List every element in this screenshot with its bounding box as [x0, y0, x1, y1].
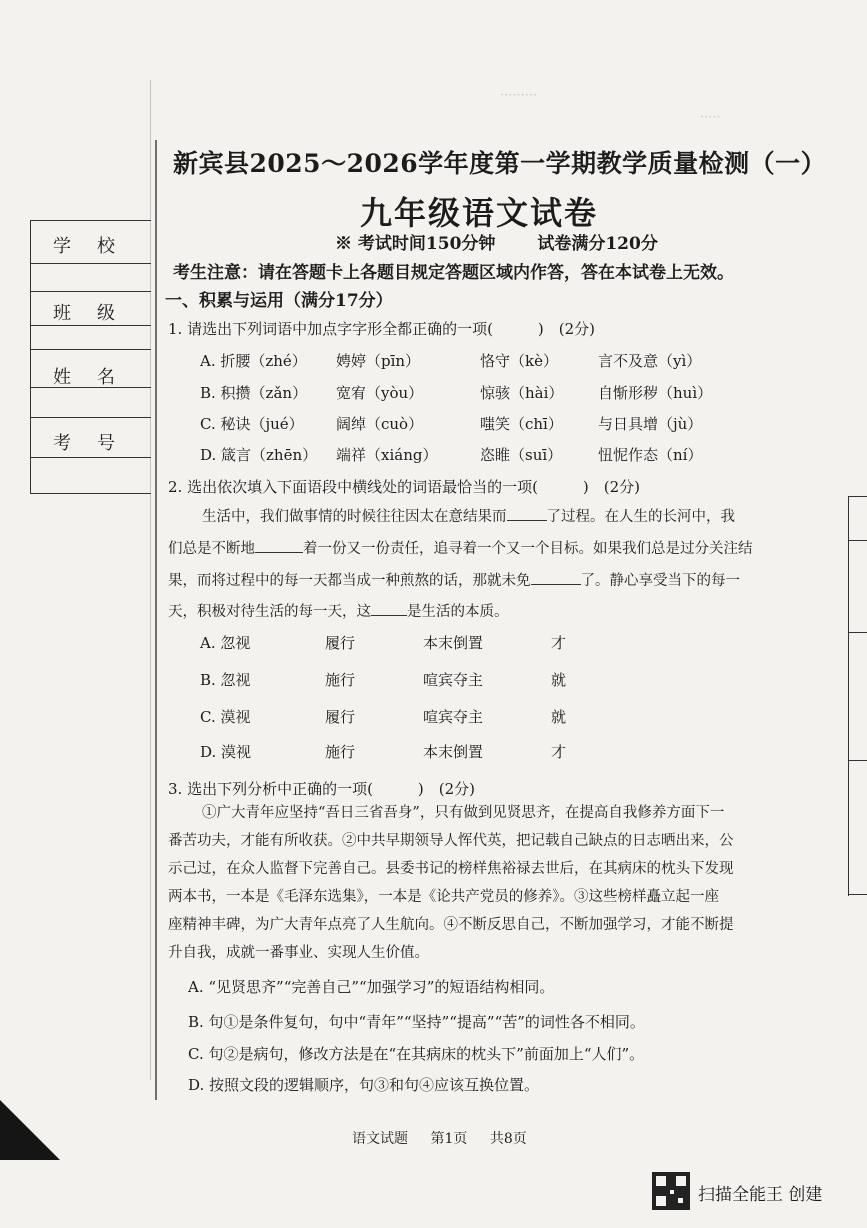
- exam-notice: 考生注意：请在答题卡上各题目规定答题区域内作答，答在本试卷上无效。: [173, 263, 734, 283]
- info-row: [31, 417, 151, 418]
- option-d-1: D. 箴言（zhēn）: [200, 446, 318, 464]
- option-c-3: 喧宾夺主: [423, 708, 484, 726]
- passage-text: 生活中，我们做事情的时候往往因太在意结果而: [202, 509, 507, 525]
- table-line: [849, 760, 867, 761]
- option-d-1: D. 漠视: [200, 743, 252, 761]
- passage-text: 了。静心享受当下的每一: [580, 573, 740, 589]
- option-b-3: 惊骇（hài）: [480, 384, 564, 402]
- option-c: C. 句②是病句，修改方法是在“在其病床的枕头下”前面加上“人们”。: [188, 1045, 645, 1063]
- question-3-stem: 3. 选出下列分析中正确的一项( ) (2分): [168, 780, 476, 798]
- option-d-2: 施行: [325, 743, 356, 761]
- info-row: [31, 291, 151, 292]
- passage-line: 升自我，成就一番事业、实现人生价值。: [168, 945, 429, 961]
- page-footer: [352, 1128, 545, 1148]
- passage-text: 着一份又一份责任，追寻着一个又一个目标。如果我们总是过分关注结: [303, 541, 753, 557]
- table-line: [849, 496, 867, 497]
- passage-line: 番苦功夫，才能有所收获。②中共早期领导人恽代英，把记载自己缺点的日志晒出来，公: [168, 833, 734, 849]
- option-a-4: 言不及意（yì）: [598, 352, 702, 370]
- info-label-id: 考号: [53, 433, 141, 454]
- binding-line: [155, 140, 157, 1100]
- qr-code-icon: [652, 1172, 690, 1210]
- question-2-stem: 2. 选出依次填入下面语段中横线处的词语最恰当的一项( ) (2分): [168, 478, 641, 496]
- bleed-through-text: ·····: [700, 110, 721, 125]
- info-row: [31, 325, 151, 326]
- option-c-3: 嗤笑（chī）: [480, 415, 563, 433]
- exam-subtitle: 九年级语文试卷: [360, 194, 599, 232]
- passage-text: 果，而将过程中的每一天都当成一种煎熬的话，那就未免: [168, 573, 531, 589]
- info-label-name: 姓名: [53, 367, 141, 388]
- footer-page: 第1页: [430, 1131, 468, 1147]
- option-d-3: 恣睢（suī）: [480, 446, 563, 464]
- answer-blank: [255, 552, 303, 553]
- option-d-4: 忸怩作态（ní）: [598, 446, 703, 464]
- option-b-1: B. 积攒（zǎn）: [200, 384, 308, 402]
- passage-line: ①广大青年应坚持“吾日三省吾身”，只有做到见贤思齐，在提高自我修养方面下一: [202, 805, 725, 821]
- option-c-2: 阔绰（cuò）: [336, 415, 424, 433]
- option-a-4: 才: [551, 634, 567, 652]
- exam-info: [335, 229, 694, 254]
- passage-line: [168, 542, 753, 557]
- option-b-4: 就: [551, 671, 567, 689]
- option-c-2: 履行: [325, 708, 356, 726]
- option-a-1: A. 忽视: [200, 634, 251, 652]
- option-b-1: B. 忽视: [200, 671, 251, 689]
- footer-subject: 语文试题: [352, 1131, 408, 1147]
- option-a-3: 本末倒置: [423, 634, 484, 652]
- info-label-school: 学校: [53, 236, 141, 257]
- student-info-box: [30, 220, 151, 494]
- passage-line: 示己过，在众人监督下完善自己。县委书记的榜样焦裕禄去世后，在其病床的枕头下发现: [168, 861, 734, 877]
- passage-text: 是生活的本质。: [407, 604, 509, 620]
- passage-line: [168, 605, 509, 620]
- exam-time: ※ 考试时间150分钟: [335, 234, 496, 254]
- option-d: D. 按照文段的逻辑顺序，句③和句④应该互换位置。: [188, 1076, 540, 1094]
- option-b-3: 喧宾夺主: [423, 671, 484, 689]
- answer-blank: [371, 615, 407, 616]
- info-row: [31, 349, 151, 350]
- question-1-stem: 1. 请选出下列词语中加点字字形全都正确的一项( ) (2分): [168, 320, 596, 338]
- option-a-3: 恪守（kè）: [480, 352, 558, 370]
- option-c-1: C. 秘诀（jué）: [200, 415, 304, 433]
- passage-line: [168, 574, 740, 589]
- option-c-4: 就: [551, 708, 567, 726]
- passage-text: 了过程。在人生的长河中，我: [546, 509, 735, 525]
- exam-title: 新宾县2025～2026学年度第一学期教学质量检测（一）: [173, 149, 827, 178]
- scanner-watermark: 扫描全能王 创建: [698, 1185, 823, 1205]
- table-line: [849, 632, 867, 633]
- table-line: [849, 894, 867, 895]
- option-c-4: 与日具增（jù）: [598, 415, 703, 433]
- answer-blank: [531, 584, 581, 585]
- option-a-1: A. 折腰（zhé）: [200, 352, 307, 370]
- right-edge-table: [848, 496, 867, 896]
- option-a-2: 娉婷（pīn）: [336, 352, 421, 370]
- section-title: 一、积累与运用（满分17分）: [165, 291, 393, 311]
- passage-text: 们总是不断地: [168, 541, 255, 557]
- option-b: B. 句①是条件复句，句中“青年”“坚持”“提高”“苦”的词性各不相同。: [188, 1013, 645, 1031]
- footer-total: 共8页: [489, 1131, 527, 1147]
- exam-score: 试卷满分120分: [537, 234, 658, 254]
- option-a: A. “见贤思齐”“完善自己”“加强学习”的短语结构相同。: [188, 978, 555, 996]
- info-row: [31, 457, 151, 458]
- option-b-2: 宽宥（yòu）: [336, 384, 424, 402]
- passage-text: 天，积极对待生活的每一天，这: [168, 604, 371, 620]
- info-label-class: 班级: [53, 303, 141, 324]
- option-d-3: 本末倒置: [423, 743, 484, 761]
- option-c-1: C. 漠视: [200, 708, 251, 726]
- option-a-2: 履行: [325, 634, 356, 652]
- answer-blank: [507, 520, 547, 521]
- option-d-4: 才: [551, 743, 567, 761]
- table-line: [849, 540, 867, 541]
- option-b-2: 施行: [325, 671, 356, 689]
- option-d-2: 端祥（xiáng）: [336, 446, 438, 464]
- bleed-through-text: ·········: [500, 88, 538, 103]
- passage-line: 座精神丰碑，为广大青年点亮了人生航向。④不断反思自己，不断加强学习，才能不断提: [168, 917, 734, 933]
- option-b-4: 自惭形秽（huì）: [598, 384, 713, 402]
- scan-shadow: [0, 1100, 60, 1160]
- passage-line: 两本书，一本是《毛泽东选集》，一本是《论共产党员的修养》。③这些榜样矗立起一座: [168, 889, 719, 905]
- passage-line: [202, 510, 735, 525]
